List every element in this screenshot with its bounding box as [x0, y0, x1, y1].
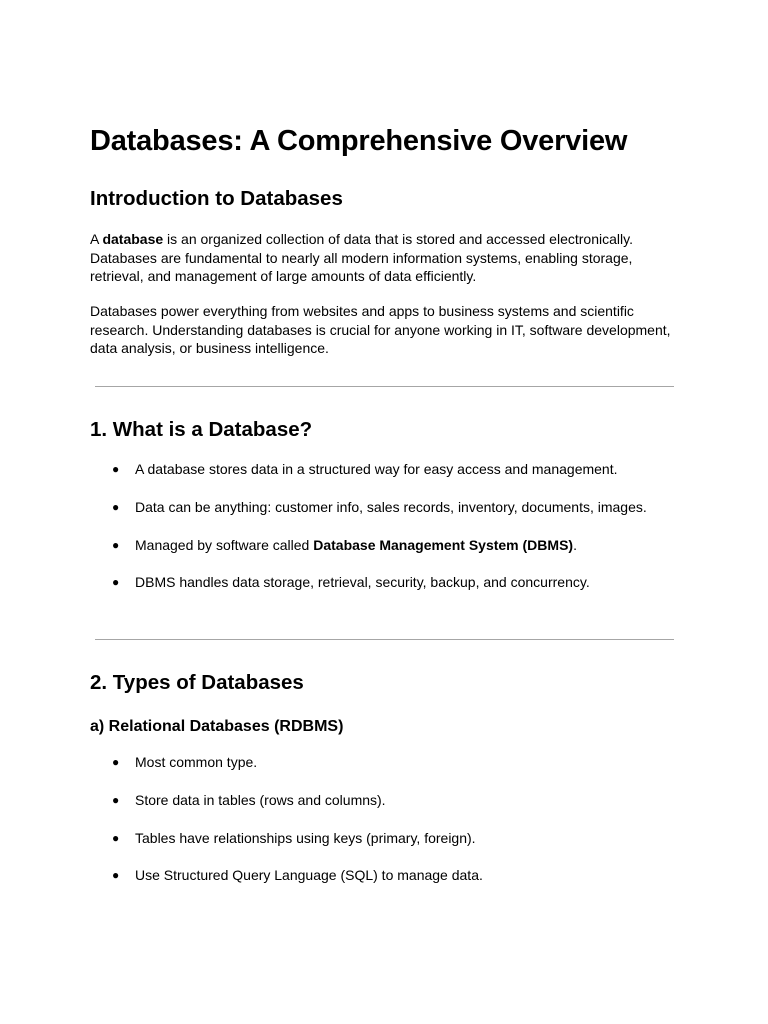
bullet-icon: ●: [112, 538, 120, 552]
bullet-icon: ●: [112, 793, 120, 807]
section-divider: [95, 386, 674, 387]
list-item: [90, 753, 735, 771]
bullet-icon: ●: [112, 831, 120, 845]
list-item: [90, 460, 735, 478]
section2-subheading: a) Relational Databases (RDBMS): [90, 718, 344, 735]
list-item-text: [135, 537, 577, 553]
intro-p1-prefix: A: [90, 231, 103, 247]
intro-heading: Introduction to Databases: [90, 187, 343, 210]
list-item: [90, 866, 735, 884]
intro-p1-line-2: Databases are fundamental to nearly all modern information systems, enabling storage,: [90, 249, 633, 266]
intro-p1-line1-rest: is an organized collection of data that is stored and accessed electronically.: [163, 231, 633, 247]
bullet-icon: ●: [112, 462, 120, 476]
intro-p2-line-2: research. Understanding databases is crucial for anyone working in IT, software development,: [90, 321, 671, 338]
list-item-text: Use Structured Query Language (SQL) to manage data.: [135, 867, 483, 883]
list-item: [90, 536, 735, 554]
bullet-icon: ●: [112, 500, 120, 514]
list-item: [90, 829, 735, 847]
document-title: Databases: A Comprehensive Overview: [90, 125, 628, 157]
item-suffix: .: [573, 537, 577, 553]
list-item-text: DBMS handles data storage, retrieval, security, backup, and concurrency.: [135, 574, 590, 590]
list-item: [90, 573, 735, 591]
intro-p2-line-1: Databases power everything from websites and apps to business systems and scientific: [90, 303, 634, 319]
list-item-text: A database stores data in a structured way for easy access and management.: [135, 461, 618, 477]
list-item: [90, 791, 735, 809]
term-dbms: Database Management System (DBMS): [313, 537, 574, 553]
bullet-icon: ●: [112, 868, 120, 882]
bullet-icon: ●: [112, 755, 120, 769]
section-divider: [95, 639, 674, 640]
section2-heading: 2. Types of Databases: [90, 671, 304, 694]
list-item-text: Store data in tables (rows and columns).: [135, 792, 386, 808]
section1-heading: 1. What is a Database?: [90, 418, 313, 441]
list-item-text: Tables have relationships using keys (primary, foreign).: [135, 830, 476, 846]
intro-paragraph-1: [90, 230, 690, 286]
list-item-text: Data can be anything: customer info, sales records, inventory, documents, images.: [135, 499, 647, 515]
intro-p2-line-3: data analysis, or business intelligence.: [90, 340, 329, 356]
intro-p1-line-3: retrieval, and management of large amounts of data efficiently.: [90, 268, 477, 284]
intro-paragraph-2: [90, 302, 690, 358]
term-database: database: [102, 231, 164, 247]
list-item-text: Most common type.: [135, 754, 258, 770]
item-prefix: Managed by software called: [135, 537, 314, 553]
intro-p1-line-1: [90, 230, 690, 249]
list-item: [90, 498, 735, 516]
bullet-icon: ●: [112, 575, 120, 589]
